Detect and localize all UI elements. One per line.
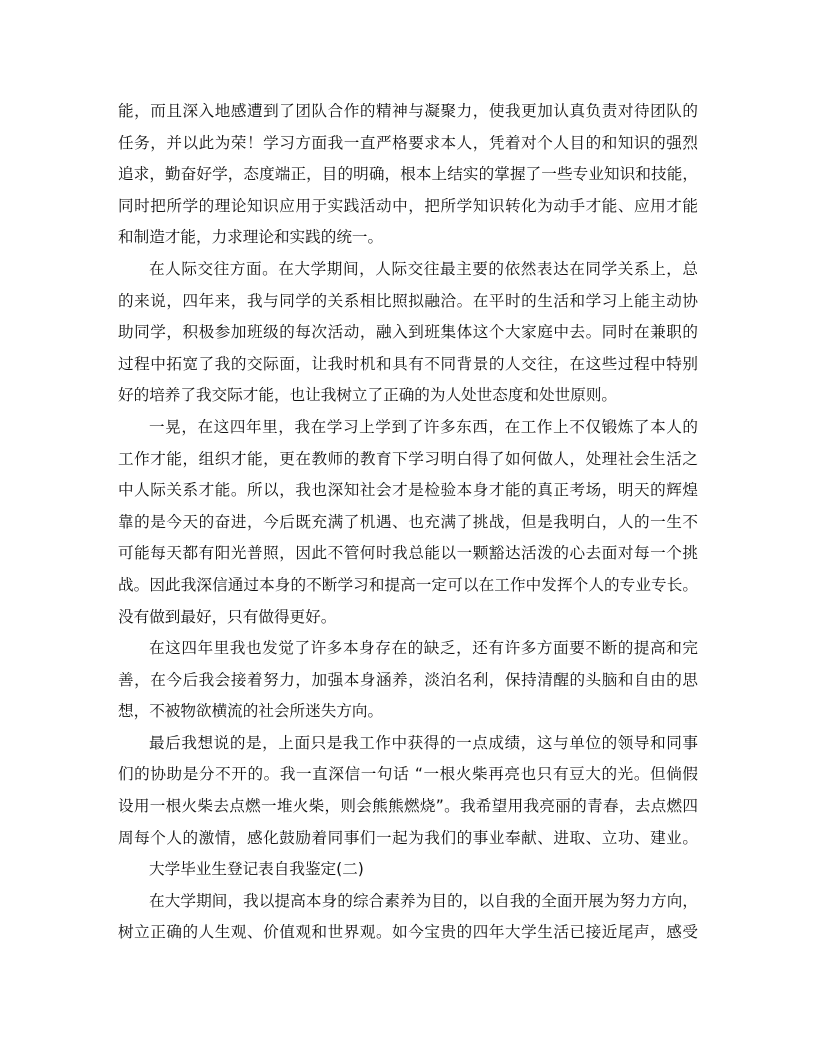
paragraph-line: 和制造才能，力求理论和实践的统一。 [118, 228, 384, 247]
paragraph-line: 在这四年里我也发觉了许多本身存在的缺乏，还有许多方面要不断的提高和完 [149, 639, 698, 658]
paragraph-line: 任务，并以此为荣！学习方面我一直严格要求本人，凭着对个人目的和知识的强烈 [118, 133, 698, 152]
paragraph-line: 树立正确的人生观、价值观和世界观。如今宝贵的四年大学生活已接近尾声，感受 [118, 923, 698, 942]
paragraph-line: 的来说，四年来，我与同学的关系相比照拟融洽。在平时的生活和学习上能主动协 [118, 291, 698, 310]
paragraph-line: 好的培养了我交际才能，也让我树立了正确的为人处世态度和处世原则。 [118, 386, 618, 405]
paragraph-line: 没有做到最好，只有做得更好。 [118, 607, 337, 626]
paragraph-line: 战。因此我深信通过本身的不断学习和提高一定可以在工作中发挥个人的专业专长。 [118, 575, 698, 594]
paragraph-line: 一晃，在这四年里，我在学习上学到了许多东西，在工作上不仅锻炼了本人的 [149, 417, 698, 436]
paragraph-line: 能，而且深入地感遭到了团队合作的精神与凝聚力，使我更加认真负责对待团队的 [118, 102, 698, 120]
paragraph-line: 中人际关系才能。所以，我也深知社会才是检验本身才能的真正考场，明天的辉煌 [118, 481, 698, 500]
paragraph-line: 助同学，积极参加班级的每次活动，融入到班集体这个大家庭中去。同时在兼职的 [118, 323, 698, 342]
paragraph-line: 们的协助是分不开的。我一直深信一句话 “一根火柴再亮也只有豆大的光。但倘假 [118, 765, 698, 784]
paragraph-line: 周每个人的激情，感化鼓励着同事们一起为我们的事业奉献、进取、立功、建业。 [118, 828, 698, 847]
paragraph-line: 最后我想说的是，上面只是我工作中获得的一点成绩，这与单位的领导和同事 [149, 733, 698, 752]
paragraph-line: 靠的是今天的奋进，今后既充满了机遇、也充满了挑战，但是我明白，人的一生不 [118, 512, 698, 531]
paragraph-line: 在大学期间，我以提高本身的综合素养为目的，以自我的全面开展为努力方向， [149, 891, 698, 910]
paragraph-line: 同时把所学的理论知识应用于实践活动中，把所学知识转化为动手才能、应用才能 [118, 196, 698, 215]
paragraph-line: 善，在今后我会接着努力，加强本身涵养，淡泊名利，保持清醒的头脑和自由的思 [118, 670, 698, 689]
paragraph-line: 工作才能，组织才能，更在教师的教育下学习明白得了如何做人，处理社会生活之 [118, 449, 698, 468]
paragraph-line: 在人际交往方面。在大学期间，人际交往最主要的依然表达在同学关系上，总 [149, 259, 698, 278]
paragraph-line: 可能每天都有阳光普照，因此不管何时我总能以一颗豁达活泼的心去面对每一个挑 [118, 544, 698, 563]
paragraph-line: 设用一根火柴去点燃一堆火柴，则会熊熊燃烧”。我希望用我亮丽的青春，去点燃四 [118, 797, 698, 816]
paragraph-line: 想，不被物欲横流的社会所迷失方向。 [118, 702, 384, 721]
section-heading: 大学毕业生登记表自我鉴定(二) [149, 860, 364, 879]
paragraph-line: 过程中拓宽了我的交际面，让我时机和具有不同背景的人交往，在这些过程中特别 [118, 354, 698, 373]
paragraph-line: 追求，勤奋好学，态度端正，目的明确，根本上结实的掌握了一些专业知识和技能， [118, 165, 698, 184]
document-page [118, 96, 698, 949]
